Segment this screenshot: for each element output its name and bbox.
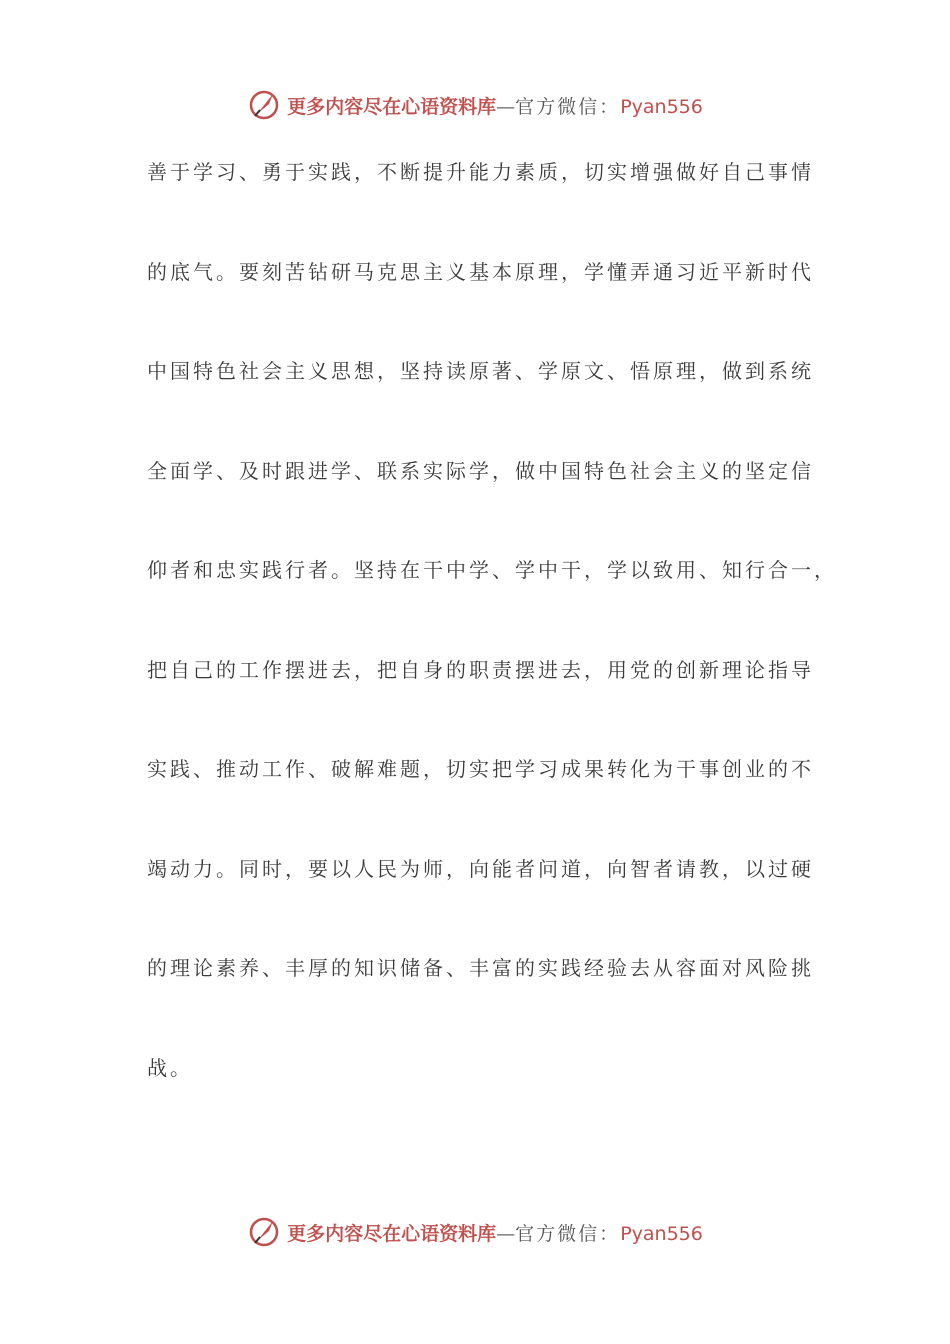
footer-wechat-label: 官方微信： [515,1222,621,1245]
body-line: 实践、推动工作、破解难题，切实把学习成果转化为干事创业的不 [147,757,814,781]
body-line: 中国特色社会主义思想，坚持读原著、学原文、悟原理，做到系统 [147,359,814,383]
document-body [147,150,837,1145]
footer-wechat-id: Pyan556 [620,1222,703,1245]
header-wechat-id: Pyan556 [620,95,703,118]
body-line: 全面学、及时跟进学、联系实际学，做中国特色社会主义的坚定信 [147,458,814,483]
body-line: 的理论素养、丰厚的知识储备、丰富的实践经验去从容面对风险挑 [147,956,814,980]
footer-text [287,1219,703,1246]
header-banner [0,85,950,125]
header-separator: — [496,95,516,118]
body-line: 仰者和忠实践行者。坚持在干中学、学中干，学以致用、知行合一， [147,558,837,582]
header-wechat-label: 官方微信： [515,95,621,118]
header-text [287,92,703,119]
footer-separator: — [496,1222,516,1245]
footer-brand: 更多内容尽在心语资料库 [287,1222,497,1245]
body-line: 善于学习、勇于实践，不断提升能力素质，切实增强做好自己事情 [147,160,814,184]
body-line: 把自己的工作摆进去，把自身的职责摆进去，用党的创新理论指导 [147,657,814,682]
footer-banner [0,1212,950,1252]
body-line: 竭动力。同时，要以人民为师，向能者问道，向智者请教，以过硬 [147,856,814,881]
quill-pen-logo-icon [247,88,281,122]
header-brand: 更多内容尽在心语资料库 [287,95,497,118]
body-line: 的底气。要刻苦钻研马克思主义基本原理，学懂弄通习近平新时代 [147,259,814,284]
body-line: 战。 [147,1055,193,1080]
quill-pen-logo-icon [247,1215,281,1249]
